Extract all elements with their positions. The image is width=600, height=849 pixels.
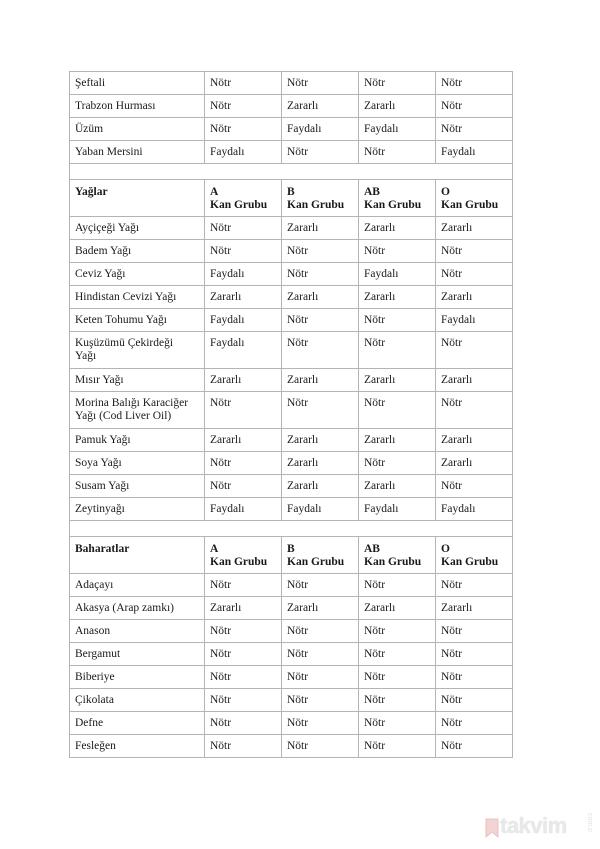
header-line: Kan Grubu (441, 199, 499, 211)
food-name: Pamuk Yağı (70, 429, 205, 452)
food-name-line: Kuşüzümü Çekirdeği (75, 337, 174, 349)
food-name-line: Yağı (Cod Liver Oil) (75, 410, 172, 422)
b-value: Zararlı (282, 597, 359, 620)
table-row (70, 712, 513, 735)
o-value: Nötr (436, 392, 513, 429)
ab-value: Nötr (359, 574, 436, 597)
b-value: Nötr (282, 141, 359, 164)
header-line: Kan Grubu (210, 199, 268, 211)
food-name-line: Morina Balığı Karaciğer (75, 397, 189, 409)
b-value: Zararlı (282, 286, 359, 309)
food-name: Yaban Mersini (70, 141, 205, 164)
watermark-domain: com.tr (586, 813, 593, 833)
section-title: Yağlar (70, 180, 205, 217)
table-row (70, 369, 513, 392)
a-value: Faydalı (205, 498, 282, 521)
header-line: B (287, 543, 295, 555)
table-row (70, 240, 513, 263)
table-row (70, 643, 513, 666)
b-value: Zararlı (282, 217, 359, 240)
food-name: Susam Yağı (70, 475, 205, 498)
a-value: Faydalı (205, 332, 282, 369)
ab-value: Zararlı (359, 286, 436, 309)
b-value: Faydalı (282, 118, 359, 141)
blood-type-food-table (69, 71, 513, 758)
o-value: Nötr (436, 574, 513, 597)
food-name: Şeftali (70, 72, 205, 95)
food-name (70, 332, 205, 369)
o-value: Faydalı (436, 309, 513, 332)
column-header-o (436, 537, 513, 574)
header-line: O (441, 186, 450, 198)
b-value: Nötr (282, 620, 359, 643)
b-value: Zararlı (282, 452, 359, 475)
o-value: Faydalı (436, 141, 513, 164)
column-header-o (436, 180, 513, 217)
food-name: Badem Yağı (70, 240, 205, 263)
a-value: Nötr (205, 95, 282, 118)
a-value: Nötr (205, 574, 282, 597)
table-row (70, 118, 513, 141)
a-value: Nötr (205, 217, 282, 240)
section-spacer (70, 164, 513, 180)
spacer-cell (70, 521, 513, 537)
ab-value: Nötr (359, 141, 436, 164)
section-header-oils (70, 180, 513, 217)
takvim-logo-icon (484, 817, 500, 839)
header-line: Kan Grubu (210, 556, 268, 568)
table-row (70, 735, 513, 758)
header-line: Kan Grubu (364, 199, 422, 211)
ab-value: Nötr (359, 72, 436, 95)
ab-value: Nötr (359, 666, 436, 689)
table-row (70, 498, 513, 521)
column-header-ab (359, 537, 436, 574)
a-value: Nötr (205, 735, 282, 758)
food-name: Zeytinyağı (70, 498, 205, 521)
takvim-watermark (478, 809, 598, 845)
header-line: AB (364, 186, 380, 198)
column-header-a (205, 537, 282, 574)
spacer-cell (70, 164, 513, 180)
header-line: A (210, 543, 219, 555)
a-value: Nötr (205, 118, 282, 141)
food-name: Çikolata (70, 689, 205, 712)
table-row (70, 452, 513, 475)
food-name-line: Yağı (75, 350, 97, 362)
food-name: Ayçiçeği Yağı (70, 217, 205, 240)
o-value: Nötr (436, 72, 513, 95)
b-value: Nötr (282, 666, 359, 689)
b-value: Nötr (282, 392, 359, 429)
a-value: Zararlı (205, 369, 282, 392)
ab-value: Zararlı (359, 475, 436, 498)
header-line: Kan Grubu (441, 556, 499, 568)
ab-value: Nötr (359, 735, 436, 758)
table-row (70, 263, 513, 286)
o-value: Nötr (436, 620, 513, 643)
table-row (70, 286, 513, 309)
a-value: Faydalı (205, 309, 282, 332)
b-value: Nötr (282, 735, 359, 758)
table-row (70, 309, 513, 332)
b-value: Nötr (282, 263, 359, 286)
b-value: Nötr (282, 689, 359, 712)
column-header-b (282, 537, 359, 574)
table-row (70, 475, 513, 498)
o-value: Zararlı (436, 286, 513, 309)
ab-value: Zararlı (359, 597, 436, 620)
table-row (70, 429, 513, 452)
a-value: Nötr (205, 240, 282, 263)
food-name: Mısır Yağı (70, 369, 205, 392)
b-value: Zararlı (282, 369, 359, 392)
a-value: Nötr (205, 666, 282, 689)
ab-value: Faydalı (359, 118, 436, 141)
header-line: Kan Grubu (287, 556, 345, 568)
table-row (70, 141, 513, 164)
table-row (70, 217, 513, 240)
a-value: Nötr (205, 475, 282, 498)
header-line: A (210, 186, 219, 198)
b-value: Zararlı (282, 475, 359, 498)
section-spacer (70, 521, 513, 537)
b-value: Faydalı (282, 498, 359, 521)
column-header-b (282, 180, 359, 217)
ab-value: Nötr (359, 392, 436, 429)
o-value: Nötr (436, 263, 513, 286)
table-row (70, 392, 513, 429)
a-value: Nötr (205, 620, 282, 643)
table-row (70, 620, 513, 643)
a-value: Nötr (205, 452, 282, 475)
food-name: Fesleğen (70, 735, 205, 758)
header-line: AB (364, 543, 380, 555)
food-name: Bergamut (70, 643, 205, 666)
food-name: Hindistan Cevizi Yağı (70, 286, 205, 309)
ab-value: Zararlı (359, 95, 436, 118)
o-value: Zararlı (436, 369, 513, 392)
o-value: Nötr (436, 95, 513, 118)
food-name: Ceviz Yağı (70, 263, 205, 286)
o-value: Faydalı (436, 498, 513, 521)
food-name: Defne (70, 712, 205, 735)
o-value: Zararlı (436, 429, 513, 452)
o-value: Nötr (436, 475, 513, 498)
a-value: Nötr (205, 72, 282, 95)
header-line: B (287, 186, 295, 198)
food-name: Biberiye (70, 666, 205, 689)
header-line: Kan Grubu (287, 199, 345, 211)
b-value: Nötr (282, 712, 359, 735)
table-row (70, 597, 513, 620)
o-value: Zararlı (436, 597, 513, 620)
column-header-a (205, 180, 282, 217)
b-value: Nötr (282, 72, 359, 95)
a-value: Nötr (205, 643, 282, 666)
ab-value: Nötr (359, 240, 436, 263)
o-value: Nötr (436, 712, 513, 735)
ab-value: Zararlı (359, 429, 436, 452)
o-value: Nötr (436, 689, 513, 712)
b-value: Zararlı (282, 429, 359, 452)
a-value: Zararlı (205, 286, 282, 309)
ab-value: Zararlı (359, 217, 436, 240)
ab-value: Faydalı (359, 263, 436, 286)
ab-value: Nötr (359, 620, 436, 643)
ab-value: Nötr (359, 332, 436, 369)
food-name: Soya Yağı (70, 452, 205, 475)
ab-value: Faydalı (359, 498, 436, 521)
food-name: Trabzon Hurması (70, 95, 205, 118)
food-name: Keten Tohumu Yağı (70, 309, 205, 332)
food-name: Anason (70, 620, 205, 643)
table-row (70, 332, 513, 369)
section-header-spices (70, 537, 513, 574)
b-value: Zararlı (282, 95, 359, 118)
ab-value: Nötr (359, 309, 436, 332)
section-title: Baharatlar (70, 537, 205, 574)
a-value: Nötr (205, 712, 282, 735)
o-value: Nötr (436, 240, 513, 263)
ab-value: Nötr (359, 712, 436, 735)
header-line: Kan Grubu (364, 556, 422, 568)
o-value: Zararlı (436, 217, 513, 240)
table-row (70, 689, 513, 712)
table-row (70, 72, 513, 95)
a-value: Faydalı (205, 263, 282, 286)
ab-value: Nötr (359, 643, 436, 666)
watermark-brand: takvim (500, 813, 567, 838)
a-value: Nötr (205, 392, 282, 429)
o-value: Nötr (436, 118, 513, 141)
table-row (70, 574, 513, 597)
b-value: Nötr (282, 309, 359, 332)
b-value: Nötr (282, 240, 359, 263)
b-value: Nötr (282, 332, 359, 369)
food-name: Adaçayı (70, 574, 205, 597)
food-name: Akasya (Arap zamkı) (70, 597, 205, 620)
ab-value: Nötr (359, 452, 436, 475)
b-value: Nötr (282, 574, 359, 597)
a-value: Zararlı (205, 429, 282, 452)
header-line: O (441, 543, 450, 555)
table-row (70, 666, 513, 689)
ab-value: Nötr (359, 689, 436, 712)
o-value: Nötr (436, 735, 513, 758)
b-value: Nötr (282, 643, 359, 666)
o-value: Nötr (436, 332, 513, 369)
o-value: Zararlı (436, 452, 513, 475)
ab-value: Zararlı (359, 369, 436, 392)
column-header-ab (359, 180, 436, 217)
food-name (70, 392, 205, 429)
o-value: Nötr (436, 643, 513, 666)
table-row (70, 95, 513, 118)
a-value: Zararlı (205, 597, 282, 620)
food-name: Üzüm (70, 118, 205, 141)
a-value: Nötr (205, 689, 282, 712)
o-value: Nötr (436, 666, 513, 689)
a-value: Faydalı (205, 141, 282, 164)
